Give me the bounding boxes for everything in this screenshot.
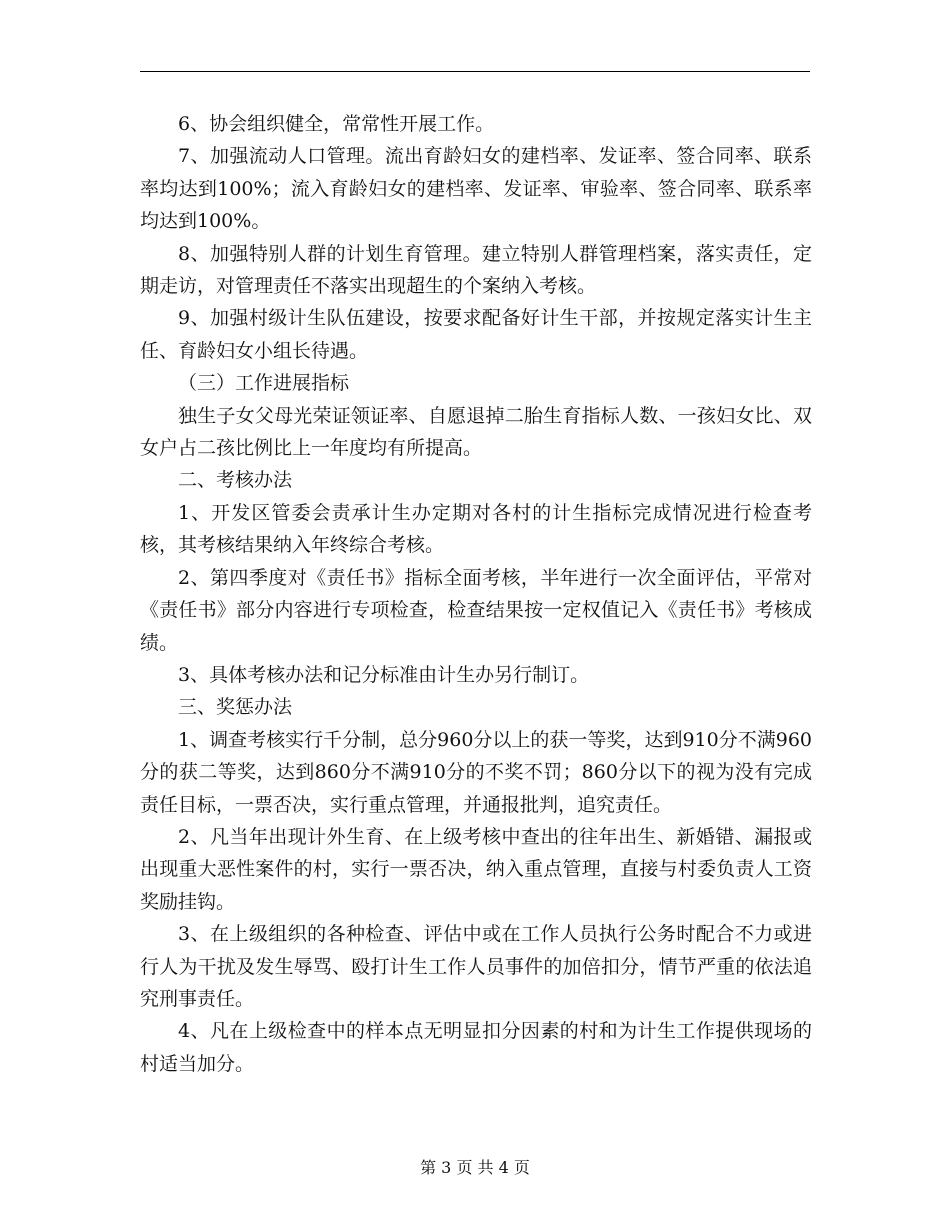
paragraph-rewards-3: 3、在上级组织的各种检查、评估中或在工作人员执行公务时配合不力或进行人为干扰及发生辱骂、殴打计生工作人员事件的加倍扣分，情节严重的依法追究刑事责任。	[140, 923, 812, 1010]
paragraph-item-9: 9、加强村级计生队伍建设，按要求配备好计生干部，并按规定落实计生主任、育龄妇女小组长待遇。	[140, 307, 812, 362]
paragraph-assessment-1: 1、开发区管委会责承计生办定期对各村的计生指标完成情况进行检查考核，其考核结果纳入年终综合考核。	[140, 501, 812, 557]
paragraph-item-7: 7、加强流动人口管理。流出育龄妇女的建档率、发证率、签合同率、联系率均达到100%；流入育龄妇女的建档率、发证率、审验率、签合同率、联系率均达到100%。	[140, 145, 812, 233]
document-body	[140, 108, 812, 1080]
section-heading-progress-indicators: （三）工作进展指标	[178, 372, 350, 395]
paragraph-rewards-2: 2、凡当年出现计外生育、在上级考核中查出的往年出生、新婚错、漏报或出现重大恶性案件的村，实行一票否决，纳入重点管理，直接与村委负责人工资奖励挂钩。	[140, 825, 812, 913]
header-rule	[140, 71, 810, 72]
section-heading-rewards-penalties: 三、奖惩办法	[178, 696, 293, 719]
paragraph-progress-indicators: 独生子女父母光荣证领证率、自愿退掉二胎生育指标人数、一孩妇女比、双女户占二孩比例比上一年度均有所提高。	[140, 404, 812, 460]
paragraph-rewards-4: 4、凡在上级检查中的样本点无明显扣分因素的村和为计生工作提供现场的村适当加分。	[140, 1020, 812, 1075]
section-heading-assessment: 二、考核办法	[178, 469, 293, 492]
paragraph-assessment-3: 3、具体考核办法和记分标准由计生办另行制订。	[178, 663, 590, 686]
page-number-footer: 第 3 页 共 4 页	[420, 1158, 530, 1177]
paragraph-item-6: 6、协会组织健全，常常性开展工作。	[178, 113, 495, 135]
paragraph-rewards-1: 1、调查考核实行千分制，总分960分以上的获一等奖，达到910分不满960分的获二等奖，达到860分不满910分的不奖不罚；860分以下的视为没有完成责任目标，一票否决，实行重点管理，并通报批判，追究责任。	[140, 728, 812, 816]
paragraph-assessment-2: 2、第四季度对《责任书》指标全面考核，半年进行一次全面评估，平常对《责任书》部分内容进行专项检查，检查结果按一定权值记入《责任书》考核成绩。	[140, 566, 812, 654]
paragraph-item-8: 8、加强特别人群的计划生育管理。建立特别人群管理档案，落实责任，定期走访，对管理责任不落实出现超生的个案纳入考核。	[140, 242, 812, 298]
